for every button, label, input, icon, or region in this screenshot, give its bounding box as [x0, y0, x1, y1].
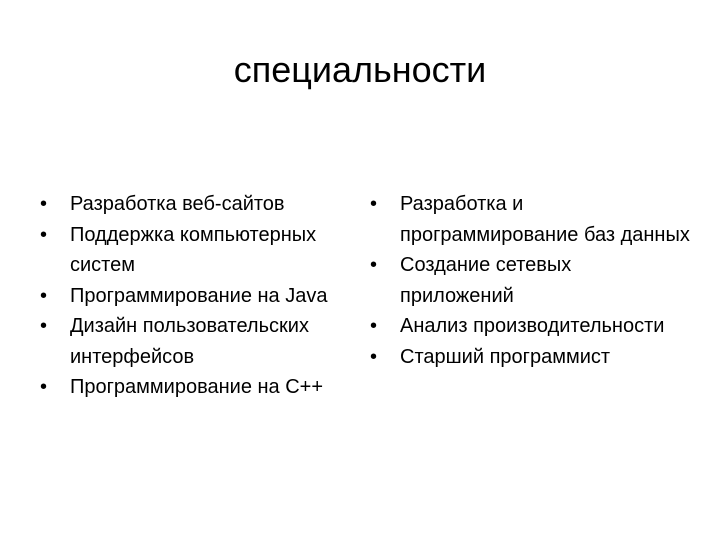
- right-bullet-list: [370, 189, 690, 372]
- bullet-item-performance-analysis: • Анализ производительности: [370, 311, 690, 342]
- bullet-item-java-programming: • Программирование на Java: [40, 281, 360, 312]
- bullet-item-system-support: • Поддержка компьютерных систем: [40, 220, 360, 281]
- bullet-item-web-development: • Разработка веб-сайтов: [40, 189, 360, 220]
- bullet-item-senior-programmer: • Старший программист: [370, 342, 690, 373]
- slide-title: специальности: [233, 49, 487, 90]
- bullet-item-network-applications: • Создание сетевых приложений: [370, 250, 690, 311]
- bullet-item-database-development: • Разработка и программирование баз данных: [370, 189, 690, 250]
- bullet-item-ui-design: • Дизайн пользовательских интерфейсов: [40, 311, 360, 372]
- left-bullet-list: [40, 189, 360, 403]
- bullet-item-cpp-programming: • Программирование на С++: [40, 372, 360, 403]
